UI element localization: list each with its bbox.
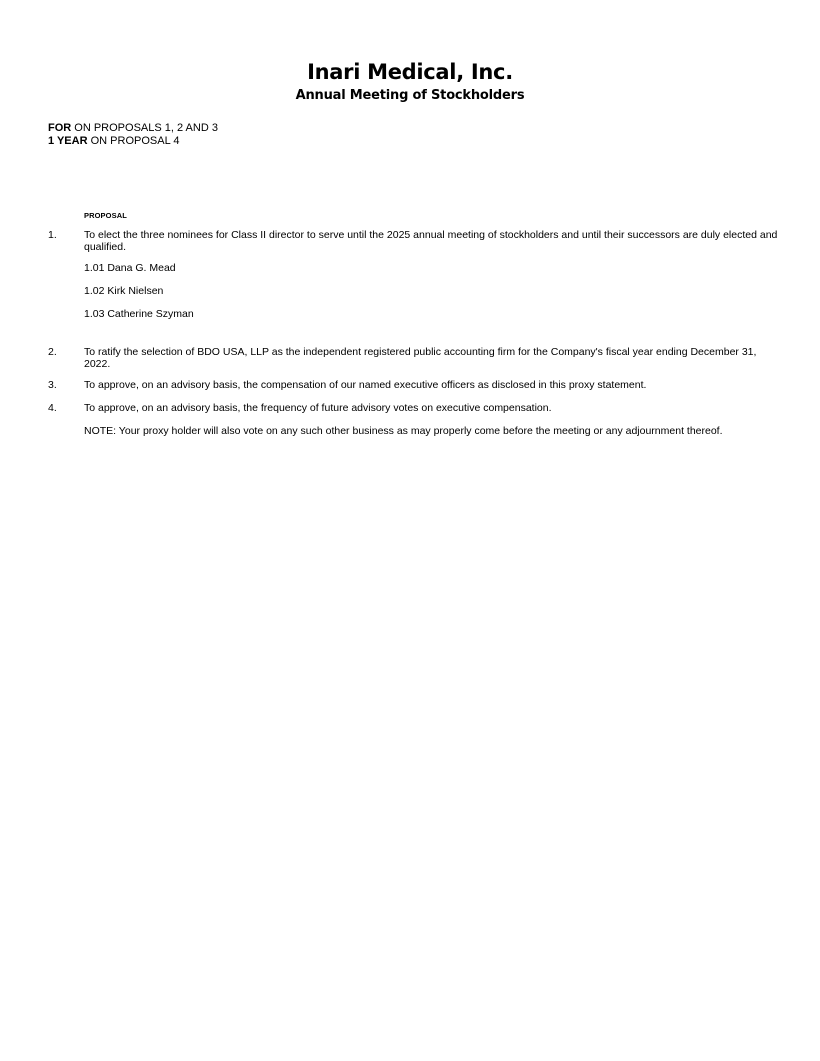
recommendation-text: ON PROPOSALS 1, 2 AND 3 <box>71 122 218 134</box>
proposal-text: To elect the three nominees for Class II director to serve until the 2025 annual meeting of stockholders and until their successors are duly elected and qualified. <box>84 229 778 253</box>
nominee-item: 1.01 Dana G. Mead <box>84 262 176 274</box>
proposal-number: 1. <box>48 229 57 241</box>
document-subtitle: Annual Meeting of Stockholders <box>295 88 525 103</box>
proposal-number: 2. <box>48 346 57 358</box>
proxy-note: NOTE: Your proxy holder will also vote on any such other business as may properly come before the meeting or any adjournment thereof. <box>84 425 723 437</box>
nominee-item: 1.02 Kirk Nielsen <box>84 285 164 297</box>
nominee-item: 1.03 Catherine Szyman <box>84 308 194 320</box>
recommendation-vote: FOR <box>48 122 72 134</box>
recommendation-line-proposals-1-3 <box>48 122 218 135</box>
proposal-number: 4. <box>48 402 57 414</box>
proposal-text: To approve, on an advisory basis, the frequency of future advisory votes on executive compensation. <box>84 402 552 414</box>
recommendation-vote: 1 YEAR <box>48 135 88 147</box>
proposal-text: To approve, on an advisory basis, the compensation of our named executive officers as disclosed in this proxy statement. <box>84 379 647 391</box>
document-title: Inari Medical, Inc. <box>307 60 513 84</box>
proposal-number: 3. <box>48 379 57 391</box>
recommendation-line-proposal-4 <box>48 135 179 148</box>
proposal-column-header: PROPOSAL <box>84 211 127 220</box>
recommendation-text: ON PROPOSAL 4 <box>87 135 180 147</box>
proposal-text: To ratify the selection of BDO USA, LLP as the independent registered public accounting firm for the Company's fiscal year ending December 31, 2022. <box>84 346 757 370</box>
